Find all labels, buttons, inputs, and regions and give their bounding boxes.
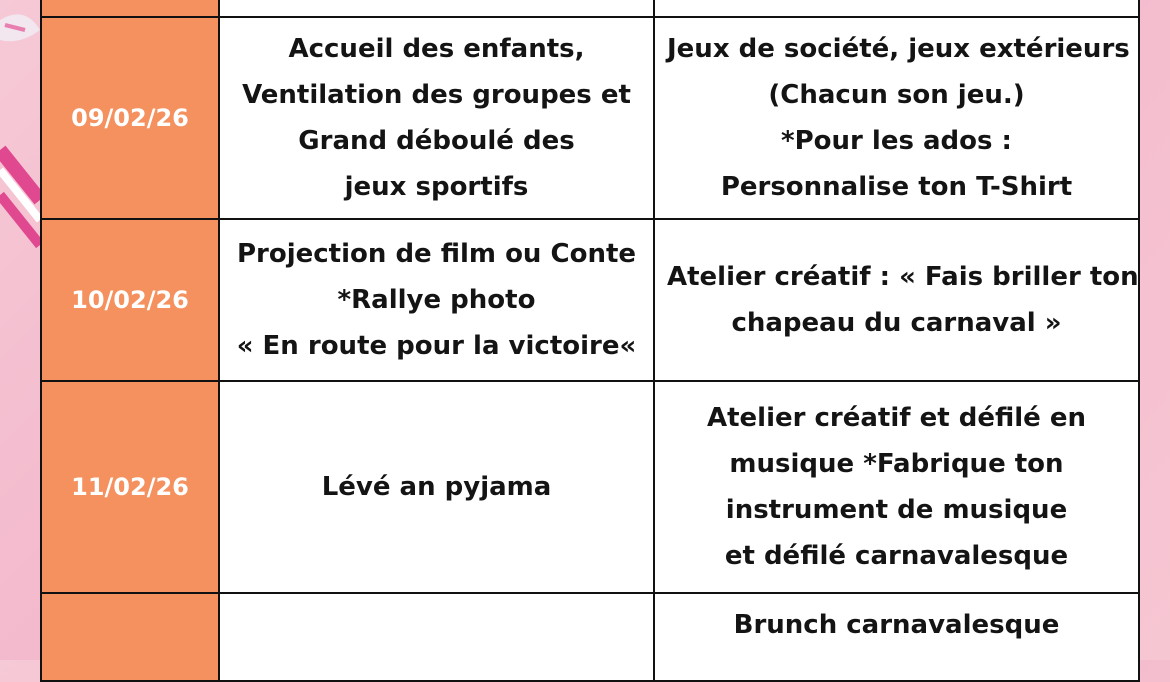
activity-line: *Rallye photo [337, 285, 536, 315]
table-row [41, 219, 1139, 381]
table-row [41, 17, 1139, 219]
afternoon-activity-cell [654, 17, 1139, 219]
activity-line: et défilé carnavalesque [724, 541, 1069, 571]
activity-line: Ventilation des groupes et [242, 80, 631, 110]
morning-activity-cell [219, 381, 654, 593]
activity-line: Grand déboulé des [298, 126, 575, 156]
morning-activity-cell [219, 17, 654, 219]
date-cell: 10/02/26 [41, 219, 219, 381]
activity-line: Projection de film ou Conte [236, 239, 637, 269]
date-cell: 11/02/26 [41, 381, 219, 593]
activity-line: musique *Fabrique ton [729, 449, 1064, 479]
activity-line: « En route pour la victoire« [236, 331, 637, 361]
morning-activity-cell [219, 219, 654, 381]
table-row [41, 381, 1139, 593]
activity-line: instrument de musique [725, 495, 1068, 525]
afternoon-activity-cell [654, 381, 1139, 593]
activity-line: Brunch carnavalesque [733, 610, 1060, 640]
date-cell: 09/02/26 [41, 17, 219, 219]
afternoon-activity-cell [654, 593, 1139, 681]
date-cell [41, 593, 219, 681]
afternoon-activity-cell [654, 0, 1139, 17]
activity-line: Personnalise ton T-Shirt [720, 172, 1073, 202]
activity-line: jeux sportifs [344, 172, 529, 202]
morning-activity-cell [219, 593, 654, 681]
date-cell [41, 0, 219, 17]
activity-schedule-table [40, 0, 1140, 682]
activity-line: Lévé an pyjama [321, 472, 552, 502]
activity-line: chapeau du carnaval » [731, 308, 1062, 338]
activity-line: Jeux de société, jeux extérieurs [667, 34, 1130, 64]
activity-line: Atelier créatif : « Fais briller ton [667, 262, 1139, 292]
activity-line: Atelier créatif et défilé en [706, 403, 1086, 433]
activity-line: Accueil des enfants, [288, 34, 585, 64]
activity-line: (Chacun son jeu.) [768, 80, 1025, 110]
afternoon-activity-cell [654, 219, 1139, 381]
table-row [41, 593, 1139, 681]
activity-line: *Pour les ados : [781, 126, 1012, 156]
table-row [41, 0, 1139, 17]
morning-activity-cell [219, 0, 654, 17]
